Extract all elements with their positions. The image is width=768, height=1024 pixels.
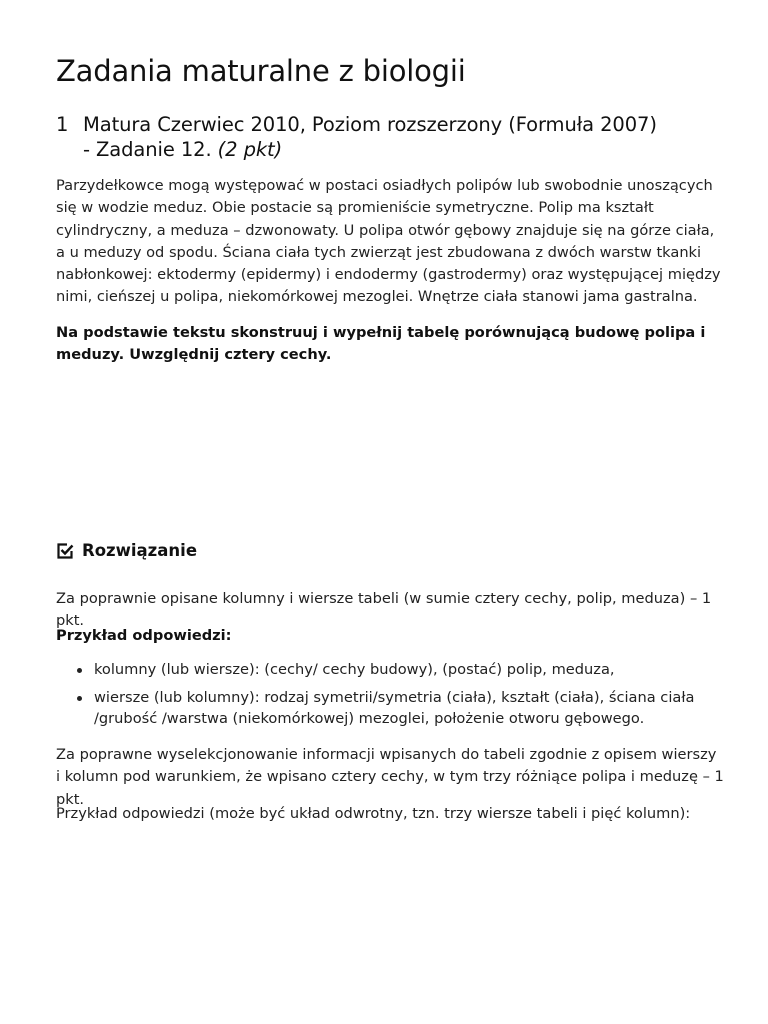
task-title — [83, 112, 736, 162]
solution-header[interactable] — [56, 541, 197, 560]
page-title: Zadania maturalne z biologii — [56, 54, 466, 88]
list-item: wiersze (lub kolumny): rodzaj symetrii/symetria (ciała), kształt (ciała), ściana ciała /grubość /warstwa (niekomórkowej) mezoglei, położenie otworu gębowego. — [56, 687, 724, 730]
task-title-line1: Matura Czerwiec 2010, Poziom rozszerzony (Formuła 2007) — [83, 113, 657, 136]
task-body-text: Parzydełkowce mogą występować w postaci osiadłych polipów lub swobodnie unoszących się w wodzie meduz. Obie postacie są promieniście symetryczne. Polip ma kształt cylindryczny, a meduza – dzwonowaty. U polipa otwór gębowy znajduje się na górze ciała, a u meduzy od spodu. Ściana ciała tych zwierząt jest zbudowana z dwóch warstw tkanki nabłonkowej: ektodermy (epidermy) i endodermy (gastrodermy) oraz występującej między nimi, cieńszej u polipa, niekomórkowej mezoglei. Wnętrze ciała stanowi jama gastralna. — [56, 177, 721, 306]
solution-paragraph-3: Przykład odpowiedzi (może być układ odwrotny, tzn. trzy wiersze tabeli i pięć kolumn): — [56, 805, 691, 822]
solution-heading: Rozwiązanie — [82, 541, 198, 560]
task-title-line2: - Zadanie 12. — [83, 138, 212, 161]
task-header — [56, 112, 736, 162]
task-points: (2 pkt) — [217, 138, 283, 161]
example-label: Przykład odpowiedzi: — [56, 627, 232, 644]
task-number: 1 — [56, 113, 69, 136]
solution-paragraph-2: Za poprawne wyselekcjonowanie informacji wpisanych do tabeli zgodnie z opisem wierszy i kolumn pod warunkiem, że wpisano cztery cechy, w tym trzy różniące polipa i meduzę – 1 pkt. — [56, 746, 724, 808]
solution-paragraph-1: Za poprawnie opisane kolumny i wiersze tabeli (w sumie cztery cechy, polip, meduza) – 1 pkt. — [56, 590, 712, 630]
answer-bullet-list — [56, 659, 724, 736]
list-item: kolumny (lub wiersze): (cechy/ cechy budowy), (postać) polip, meduza, — [56, 659, 724, 681]
task-instruction: Na podstawie tekstu skonstruuj i wypełnij tabelę porównującą budowę polipa i meduzy. Uwzględnij cztery cechy. — [56, 324, 706, 364]
checkbox-check-icon — [56, 542, 74, 560]
